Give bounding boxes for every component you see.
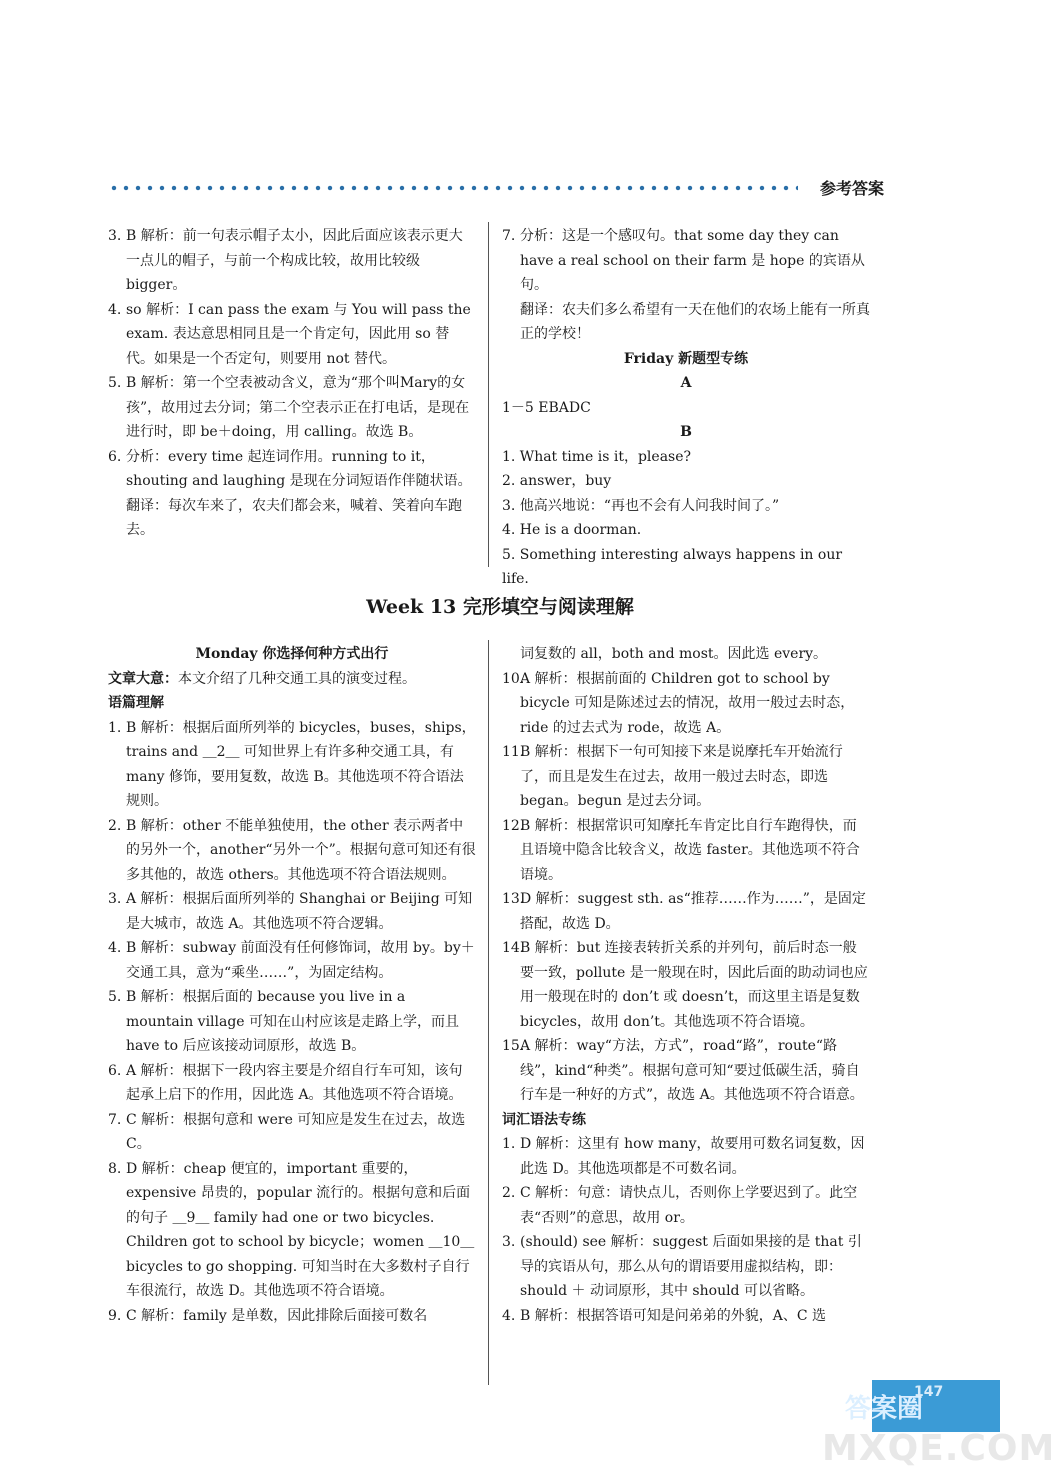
answer-item: 8. D 解析：cheap 便宜的，important 重要的，expensive 昂贵的，popular 流行的。根据句意和后面的句子 ＿9＿ family had one or two bicycles. Children got to school by bicycle；women ＿10＿ bicycles to go shopping. 可知当时在大多数村子自行车很流行，故选 D。其他选项不符合语境。 — [108, 1160, 475, 1299]
answer-item: 6. A 解析：根据下一段内容主要是介绍自行车可知，该句起承上启下的作用，因此选 A。其他选项不符合语境。 — [108, 1062, 463, 1103]
section-a-answers: 1－5 EBADC — [502, 399, 591, 416]
week-title: Week 13 完形填空与阅读理解 — [366, 596, 634, 618]
summary: 文章大意：本文介绍了几种交通工具的演变过程。 — [108, 670, 416, 687]
answer-item: 2. B 解析：other 不能单独使用，the other 表示两者中的另外一个，another“另外一个”。根据句意可知还有很多其他的，故选 others。其他选项不符合语法规则。 — [108, 817, 476, 883]
answer-item: 15.A 解析：way“方法，方式”，road“路”，route“路线”，kind“种类”。根据句意可知“要过低碳生活，骑自行车是一种好的方式”，故选 A。其他选项不符合语意。 — [502, 1038, 864, 1103]
answer-item: 4. B 解析：subway 前面没有任何修饰词，故用 by。by＋交通工具，意为“乘坐……”，为固定结构。 — [108, 940, 475, 981]
bottom-column-divider — [488, 640, 489, 1385]
answer-item: 12.B 解析：根据常识可知摩托车肯定比自行车跑得快，而且语境中隐含比较含义，故选 faster。其他选项不符合语境。 — [502, 817, 860, 883]
answer-item: 13.D 解析：suggest sth. as“推荐……作为……”，是固定搭配，故选 D。 — [502, 891, 866, 932]
section-b-item: 4. He is a doorman. — [502, 522, 642, 538]
reading-label: 语篇理解 — [108, 695, 164, 711]
section-b-item: 5. Something interesting always happens in our life. — [502, 546, 843, 587]
answer-translation: 翻译：农夫们多么希望有一天在他们的农场上能有一所真正的学校！ — [520, 301, 870, 342]
answer-item: 7. 分析：这是一个感叹句。that some day they can have a real school on their farm 是 hope 的宾语从句。 — [502, 228, 865, 293]
monday-heading: Monday 你选择何种方式出行 — [195, 646, 389, 662]
answer-item: 10.A 解析：根据前面的 Children got to school by bicycle 可知是陈述过去的情况，故用一般过去时态，ride 的过去式为 rode，故选 A。 — [502, 670, 855, 736]
answer-item: 3. B 解析：前一句表示帽子太小，因此后面应该表示更大一点儿的帽子，与前一个构成比较，故用比较级 bigger。 — [108, 228, 463, 293]
answer-item: 11.B 解析：根据下一句可知接下来是说摩托车开始流行了，而且是发生在过去，故用一般过去时态，即选 began。begun 是过去分词。 — [502, 744, 843, 809]
answer-item: 1. D 解析：这里有 how many，故要用可数名词复数，因此选 D。其他选项都是不可数名词。 — [502, 1136, 865, 1177]
answer-item: 9. C 解析：family 是单数，因此排除后面接可数名 — [108, 1307, 428, 1324]
watermark-logo: 答案圈 — [845, 1394, 924, 1424]
answer-translation: 翻译：每次车来了，农夫们都会来，喊着、笑着向车跑去。 — [126, 497, 462, 538]
answer-item: 3. (should) see 解析：suggest 后面如果接的是 that 引导的宾语从句，那么从句的谓语要用虚拟结构，即：should ＋ 动词原形，其中 should 可以省略。 — [502, 1234, 862, 1299]
bottom-left-column — [108, 642, 476, 1328]
page-number: 147 — [914, 1384, 944, 1400]
top-column-divider — [488, 222, 489, 567]
answer-item: 3. A 解析：根据后面所列举的 Shanghai or Beijing 可知是大城市，故选 A。其他选项不符合逻辑。 — [108, 891, 473, 932]
section-b-item: 3. 他高兴地说：“再也不会有人问我时间了。” — [502, 497, 780, 514]
top-left-column — [108, 224, 476, 543]
section-b-item: 1. What time is it，please? — [502, 448, 692, 465]
answer-item: 2. C 解析：句意：请快点儿，否则你上学要迟到了。此空表“否则”的意思，故用 or。 — [502, 1185, 858, 1226]
answer-item: 7. C 解析：根据句意和 were 可知应是发生在过去，故选 C。 — [108, 1111, 466, 1152]
answer-item-continued: 词复数的 all，both and most。因此选 every。 — [520, 646, 828, 662]
answer-item: 4. so 解析：I can pass the exam 与 You will pass the exam. 表达意思相同且是一个肯定句，因此用 so 替代。如果是一个否定句，则要用 not 替代。 — [108, 301, 471, 367]
header-title: 参考答案 — [820, 179, 885, 198]
answer-item: 14.B 解析：but 连接表转折关系的并列句，前后时态一般要一致，pollute 是一般现在时，因此后面的助动词也应用一般现在时的 don’t 或 doesn’t，而这里主语是复数 bicycles，故用 don’t。其他选项不符合语境。 — [502, 940, 868, 1030]
bottom-right-column — [502, 642, 870, 1328]
section-a-label: A — [680, 375, 692, 391]
header-dotted-rule — [108, 185, 798, 191]
answer-item: 1. B 解析：根据后面所列举的 bicycles，buses，ships，trains and ＿2＿ 可知世界上有许多种交通工具，有 many 修饰，要用复数，故选 B。其他选项不符合语法规则。 — [108, 719, 476, 809]
answer-item: 6. 分析：every time 起连词作用。running to it，shouting and laughing 是现在分词短语作伴随状语。 — [108, 448, 472, 489]
vocab-label: 词汇语法专练 — [502, 1111, 586, 1128]
section-b-label: B — [680, 424, 692, 440]
answer-item: 5. B 解析：根据后面的 because you live in a mountain village 可知在山村应该是走路上学，而且 have to 后应该接动词原形，故选 B。 — [108, 989, 460, 1054]
answer-item: 5. B 解析：第一个空表被动含义，意为“那个叫Mary的女孩”，故用过去分词；第二个空表示正在打电话，是现在进行时，即 be＋doing，用 calling。故选 B。 — [108, 375, 470, 440]
section-b-item: 2. answer，buy — [502, 473, 612, 489]
watermark-text: MXQE.COM — [822, 1428, 1055, 1469]
answer-item: 4. B 解析：根据答语可知是问弟弟的外貌，A、C 选 — [502, 1307, 827, 1324]
top-right-column — [502, 224, 870, 592]
friday-heading: Friday 新题型专练 — [623, 350, 749, 367]
